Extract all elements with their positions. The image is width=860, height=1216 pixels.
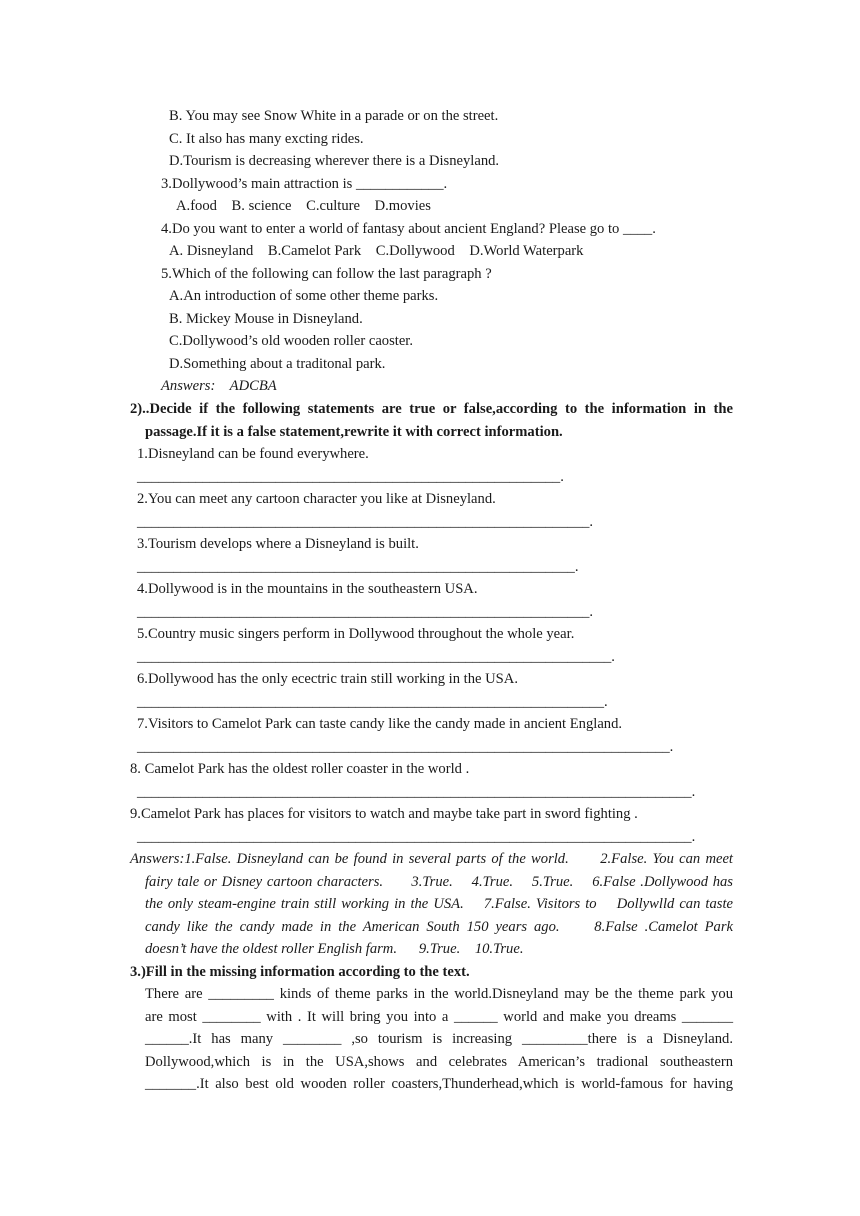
q5-stem: 5.Which of the following can follow the last paragraph ? (161, 266, 492, 282)
section3-line3: ______.It has many ________ ,so tourism is increasing _________there is a Disneyland. (145, 1031, 733, 1047)
q5-option-d: D.Something about a traditonal park. (169, 356, 386, 372)
q2-option-d: D.Tourism is decreasing wherever there is a Disneyland. (169, 153, 500, 169)
statement-1: 1.Disneyland can be found everywhere. (137, 446, 369, 462)
statement-1-blank: __________________________________________________________. (137, 469, 564, 485)
q4-options: A. Disneyland B.Camelot Park C.Dollywood D.World Waterpark (169, 243, 584, 259)
statement-3: 3.Tourism develops where a Disneyland is built. (137, 536, 419, 552)
answers-part2-line5: doesn’t have the oldest roller English farm. 9.True. 10.True. (145, 941, 524, 957)
statement-5-blank: _________________________________________________________________. (137, 649, 615, 665)
statement-6-blank: ________________________________________________________________. (137, 694, 608, 710)
q5-option-c: C.Dollywood’s old wooden roller caoster. (169, 333, 414, 349)
answers-part2-line4: candy like the candy made in the American South 150 years ago. 8.False .Camelot Park (145, 919, 733, 935)
statement-6: 6.Dollywood has the only ecectric train still working in the USA. (137, 671, 518, 687)
statement-7: 7.Visitors to Camelot Park can taste candy like the candy made in ancient England. (137, 716, 623, 732)
section2-heading-line1: 2)..Decide if the following statements are true or false,according to the information in the (130, 401, 733, 417)
statement-2-blank: ______________________________________________________________. (137, 514, 594, 530)
q2-option-b: B. You may see Snow White in a parade or on the street. (169, 108, 499, 124)
q3-stem: 3.Dollywood’s main attraction is ____________. (161, 176, 448, 192)
q3-options: A.food B. science C.culture D.movies (176, 198, 431, 214)
q5-option-b: B. Mickey Mouse in Disneyland. (169, 311, 363, 327)
answers-part2-line3: the only steam-engine train still working in the USA. 7.False. Visitors to Dollywlld can taste (145, 896, 733, 912)
section3-line4: Dollywood,which is in the USA,shows and celebrates American’s tradional southeastern (145, 1054, 733, 1070)
answers-part1: Answers: ADCBA (161, 378, 277, 394)
statement-7-blank: _________________________________________________________________________. (137, 739, 674, 755)
statement-2: 2.You can meet any cartoon character you like at Disneyland. (137, 491, 496, 507)
statement-9-blank: ____________________________________________________________________________. (137, 829, 696, 845)
section3-line2: are most ________ with . It will bring you into a ______ world and make you dreams _______ (145, 1009, 733, 1025)
section3-heading: 3.)Fill in the missing information according to the text. (130, 964, 470, 980)
q2-option-c: C. It also has many excting rides. (169, 131, 364, 147)
statement-3-blank: ____________________________________________________________. (137, 559, 579, 575)
q4-stem: 4.Do you want to enter a world of fantasy about ancient England? Please go to ____. (161, 221, 656, 237)
section3-line1: There are _________ kinds of theme parks in the world.Disneyland may be the theme park you (145, 986, 733, 1002)
answers-part2-line2: fairy tale or Disney cartoon characters. 3.True. 4.True. 5.True. 6.False .Dollywood has (145, 874, 733, 890)
statement-9: 9.Camelot Park has places for visitors to watch and maybe take part in sword fighting . (130, 806, 638, 822)
statement-8-blank: ____________________________________________________________________________. (137, 784, 696, 800)
answers-part2-line1: Answers:1.False. Disneyland can be found in several parts of the world. 2.False. You can meet (130, 851, 733, 867)
statement-4: 4.Dollywood is in the mountains in the southeastern USA. (137, 581, 478, 597)
statement-4-blank: ______________________________________________________________. (137, 604, 594, 620)
statement-5: 5.Country music singers perform in Dollywood throughout the whole year. (137, 626, 575, 642)
section2-heading-line2: passage.If it is a false statement,rewrite it with correct information. (145, 424, 563, 440)
q5-option-a: A.An introduction of some other theme parks. (169, 288, 439, 304)
section3-line5: _______.It also best old wooden roller coasters,Thunderhead,which is world-famous for having (145, 1076, 733, 1092)
statement-8: 8. Camelot Park has the oldest roller coaster in the world . (130, 761, 470, 777)
